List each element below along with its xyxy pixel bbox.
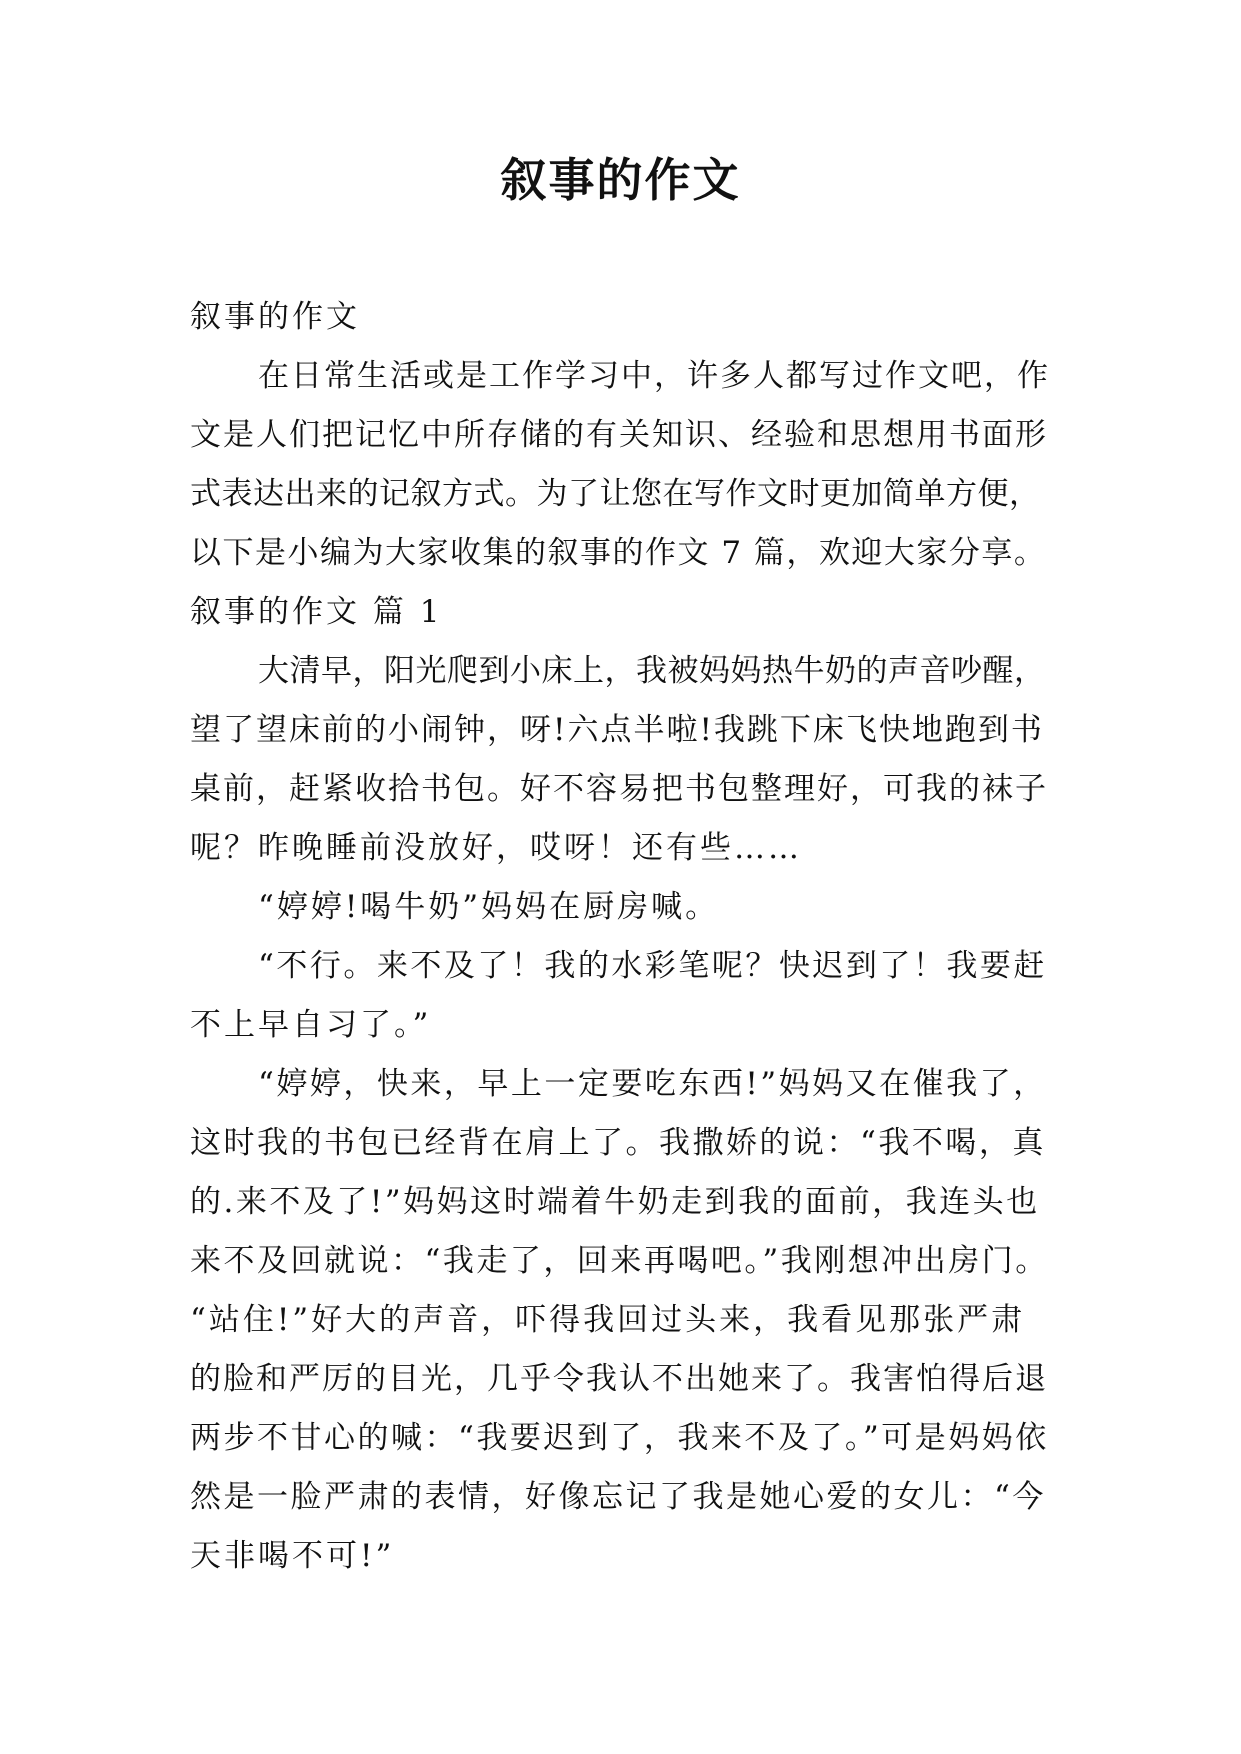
text-line: 叙事的作文 <box>190 299 360 335</box>
text-line: 以下是小编为大家收集的叙事的作文 7 篇，欢迎大家分享。 <box>190 535 1047 571</box>
text-line: 的.来不及了!”妈妈这时端着牛奶走到我的面前，我连头也 <box>190 1184 1040 1220</box>
text-line: “婷婷，快来，早上一定要吃东西!”妈妈又在催我了， <box>258 1066 1047 1102</box>
text-line: 叙事的作文 篇 1 <box>190 594 443 630</box>
text-line: 式表达出来的记叙方式。为了让您在写作文时更加简单方便， <box>190 476 1041 512</box>
text-line: 两步不甘心的喊：“我要迟到了，我来不及了。”可是妈妈依 <box>190 1420 1049 1456</box>
text-line: 不上早自习了。” <box>190 1007 432 1043</box>
text-line: 这时我的书包已经背在肩上了。我撒娇的说：“我不喝，真 <box>190 1125 1046 1161</box>
text-line: 在日常生活或是工作学习中，许多人都写过作文吧，作 <box>258 358 1050 394</box>
text-line: 的脸和严厉的目光，几乎令我认不出她来了。我害怕得后退 <box>190 1361 1048 1397</box>
document-title: 叙事的作文 <box>500 153 741 207</box>
text-line: 然是一脸严肃的表情，好像忘记了我是她心爱的女儿：“今 <box>190 1479 1046 1515</box>
text-line: “不行。来不及了！我的水彩笔呢？快迟到了！我要赶 <box>258 948 1047 984</box>
text-line: “婷婷!喝牛奶”妈妈在厨房喊。 <box>258 889 720 925</box>
text-line: 文是人们把记忆中所存储的有关知识、经验和思想用书面形 <box>190 417 1048 453</box>
document-body <box>190 288 1050 1586</box>
text-line: 天非喝不可!” <box>190 1538 395 1574</box>
text-line: 大清早，阳光爬到小床上，我被妈妈热牛奶的声音吵醒， <box>258 653 1046 689</box>
text-line: 来不及回就说：“我走了，回来再喝吧。”我刚想冲出房门。 <box>190 1243 1049 1279</box>
text-line: 呢？昨晚睡前没放好，哎呀！还有些…… <box>190 830 802 866</box>
text-line: “站住!”好大的声音，吓得我回过头来，我看见那张严肃 <box>190 1302 1026 1338</box>
text-line: 望了望床前的小闹钟，呀!六点半啦!我跳下床飞快地跑到书 <box>190 712 1044 748</box>
text-line: 桌前，赶紧收拾书包。好不容易把书包整理好，可我的袜子 <box>190 771 1048 807</box>
